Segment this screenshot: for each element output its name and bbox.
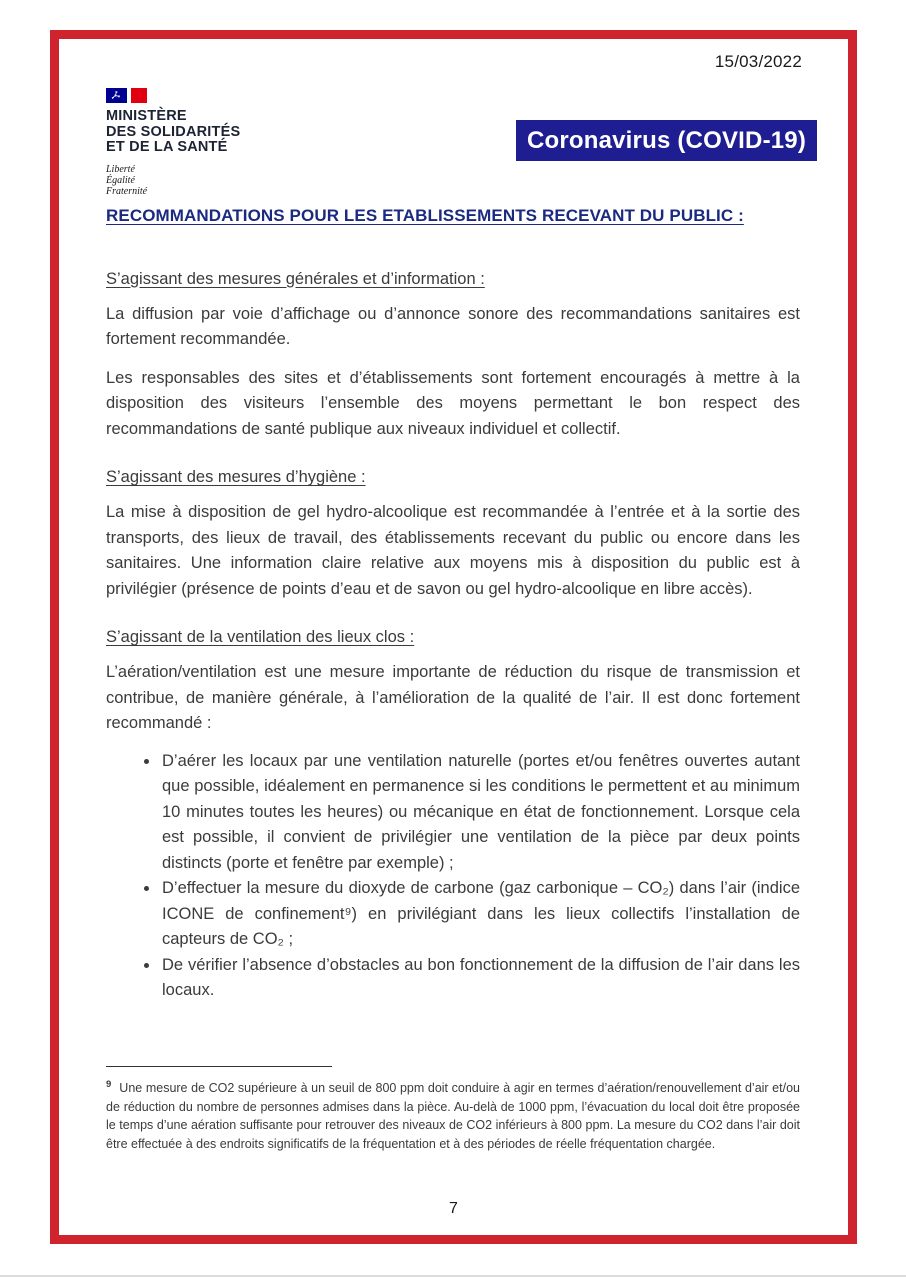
- ministry-name: [106, 109, 326, 156]
- french-flag-icon: [106, 88, 151, 103]
- page-content: [59, 52, 848, 1248]
- flag-red-icon: [131, 88, 147, 103]
- ministry-name-line-2: DES SOLIDARITÉS: [106, 123, 241, 140]
- paragraph: Les responsables des sites et d’établissements sont fortement encouragés à mettre à la disposition des visiteurs l’ensemble des moyens permettant le bon respect des recommandations de santé publique aux niveaux individuel et collectif.: [106, 368, 800, 438]
- document-body: [106, 270, 800, 1004]
- ministry-logo: [106, 88, 326, 197]
- ministry-name-line-3: ET DE LA SANTÉ: [106, 139, 228, 155]
- ministry-name-line-1: MINISTÈRE: [106, 108, 187, 124]
- screenshot-bottom-edge: [0, 1275, 906, 1277]
- bullet-item-mesure-co2: • D’effectuer la mesure du dioxyde de carbone (gaz carbonique – CO₂) dans l’air (indice ICONE de confinement⁹) en privilégiant dans les lieux collectifs l’installation de capteurs de CO₂ ;: [160, 876, 800, 953]
- document-date: 15/03/2022: [714, 52, 802, 71]
- footnote-body: Une mesure de CO2 supérieure à un seuil de 800 ppm doit conduire à agir en termes d’aération/renouvellement d’air et/ou de réduction du nombre de personnes admises dans la pièce. Au-delà de 1000 ppm, l’évacuation du local doit être proposée le temps d’une aération suffisante pour retrouver des niveaux de CO2 inférieurs à 800 ppm. La mesure du CO2 dans l’air doit être effectuée à des endroits significatifs de la fréquentation et à des périodes de réelle fréquentation chargée.: [106, 1081, 800, 1151]
- page-red-border: [50, 30, 857, 1244]
- footnote-marker: 9: [106, 1079, 112, 1090]
- motto-line-egalite: Égalité: [106, 174, 135, 186]
- page-number: 7: [449, 1200, 458, 1217]
- bullet-item-aeration: • D’aérer les locaux par une ventilation naturelle (portes et/ou fenêtres ouvertes autant que possible, idéalement en permanence si les conditions le permettent et au minimum 10 minutes toutes les heures) ou mécanique en état de fonctionnement. Lorsque cela est possible, il convient de privilégier une ventilation de la pièce par deux points distincts (porte et fenêtre par exemple) ;: [160, 749, 800, 877]
- section-heading-mesures-hygiene: S’agissant des mesures d’hygiène :: [106, 468, 366, 486]
- paragraph: La mise à disposition de gel hydro-alcoolique est recommandée à l’entrée et à la sortie des transports, des lieux de travail, des établissements recevant du public ou encore dans les sanitaires. Une information claire relative aux moyens mis à disposition du public est à privilégier (présence de points d’eau et de savon ou gel hydro-alcoolique en libre accès).: [106, 503, 800, 598]
- paragraph: L’aération/ventilation est une mesure importante de réduction du risque de transmission et contribue, de manière générale, à l’amélioration de la qualité de l’air. Il est donc fortement recommandé :: [106, 663, 800, 732]
- document-title: RECOMMANDATIONS POUR LES ETABLISSEMENTS RECEVANT DU PUBLIC :: [106, 205, 744, 225]
- ventilation-bullet-list: [106, 749, 800, 1004]
- footnote-separator: [106, 1066, 332, 1067]
- republic-motto: [106, 164, 326, 197]
- section-heading-mesures-generales: S’agissant des mesures générales et d’information :: [106, 269, 485, 288]
- section-heading-ventilation: S’agissant de la ventilation des lieux clos :: [106, 628, 415, 646]
- flag-blue-marianne-icon: [106, 88, 127, 103]
- footnote: [106, 1066, 800, 1153]
- motto-line-fraternite: Fraternité: [106, 185, 148, 197]
- paragraph: La diffusion par voie d’affichage ou d’annonce sonore des recommandations sanitaires est fortement recommandée.: [106, 304, 800, 348]
- coronavirus-banner: Coronavirus (COVID-19): [516, 120, 817, 161]
- motto-line-liberte: Liberté: [106, 163, 135, 175]
- footnote-text: [106, 1076, 800, 1153]
- bullet-item-obstacles: • De vérifier l’absence d’obstacles au bon fonctionnement de la diffusion de l’air dans les locaux.: [160, 953, 800, 1004]
